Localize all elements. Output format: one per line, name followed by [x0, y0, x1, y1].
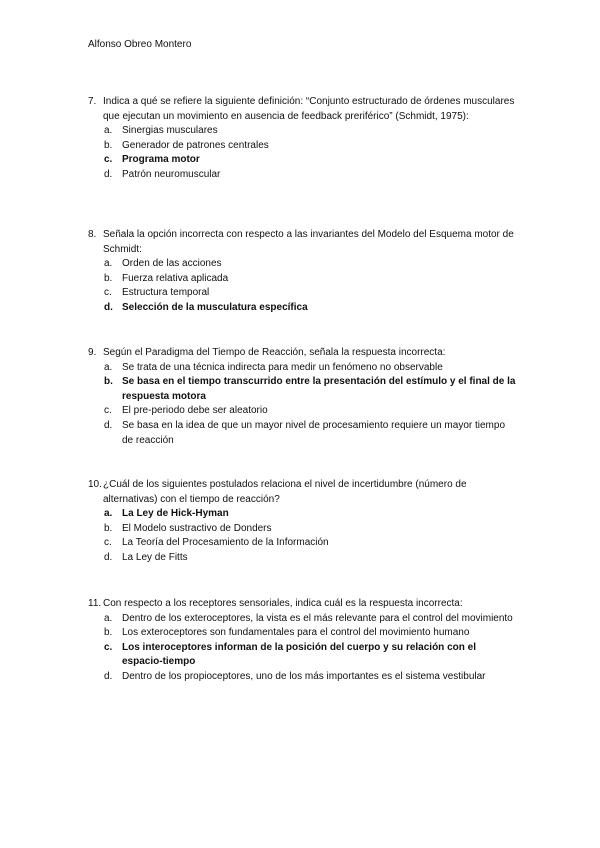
question-header	[88, 478, 518, 507]
option-c	[104, 404, 518, 419]
author-name: Alfonso Obreo Montero	[88, 39, 192, 50]
option-letter: c.	[104, 537, 112, 549]
option-list	[88, 257, 518, 315]
option-d	[104, 419, 518, 448]
option-text: Dentro de los propioceptores, uno de los más importantes es el sistema vestibular	[122, 670, 486, 682]
option-letter: a.	[104, 125, 113, 137]
question-8	[88, 228, 518, 316]
option-text: La Teoría del Procesamiento de la Información	[122, 537, 329, 549]
option-list	[88, 361, 518, 449]
option-text: Programa motor	[122, 154, 200, 166]
option-text: Sinergias musculares	[122, 125, 218, 137]
option-letter: d.	[104, 301, 113, 313]
option-letter: c.	[104, 405, 112, 417]
option-letter: a.	[104, 258, 113, 270]
option-letter: d.	[104, 419, 113, 431]
option-text: Se basa en la idea de que un mayor nivel de procesamiento requiere un mayor tiempo de reacción	[122, 419, 506, 446]
option-d-correct	[104, 301, 518, 316]
option-letter: b.	[104, 376, 113, 388]
option-letter: d.	[104, 670, 113, 682]
option-d	[104, 168, 518, 183]
option-text: Estructura temporal	[122, 287, 210, 299]
option-d	[104, 551, 518, 566]
option-c-correct	[104, 153, 518, 168]
question-9	[88, 346, 518, 448]
option-letter: b.	[104, 139, 113, 151]
option-letter: c.	[104, 287, 112, 299]
question-7	[88, 95, 518, 183]
option-a	[104, 124, 518, 139]
option-text: Se trata de una técnica indirecta para medir un fenómeno no observable	[122, 361, 443, 373]
question-text: Según el Paradigma del Tiempo de Reacción, señala la respuesta incorrecta:	[103, 347, 446, 358]
question-header	[88, 95, 518, 124]
option-a	[104, 257, 518, 272]
question-number: 10.	[88, 479, 102, 490]
option-text: Los interoceptores informan de la posición del cuerpo y su relación con el espacio-tiempo	[122, 641, 476, 668]
option-b-correct	[104, 375, 518, 404]
option-letter: c.	[104, 154, 113, 166]
option-a	[104, 612, 518, 627]
option-list	[88, 612, 518, 685]
question-number: 11.	[88, 598, 102, 609]
option-text: Se basa en el tiempo transcurrido entre la presentación del estímulo y el final de la respuesta motora	[122, 376, 516, 402]
option-letter: b.	[104, 272, 113, 284]
option-letter: d.	[104, 551, 113, 563]
question-header	[88, 597, 518, 612]
option-text: El pre-periodo debe ser aleatorio	[122, 405, 268, 417]
option-d	[104, 670, 518, 685]
question-number: 9.	[88, 347, 97, 358]
question-11	[88, 597, 518, 685]
question-text: Señala la opción incorrecta con respecto a las invariantes del Modelo del Esquema motor de Schmidt:	[103, 229, 514, 255]
option-letter: a.	[104, 508, 113, 520]
option-b	[104, 272, 518, 287]
question-number: 8.	[88, 229, 97, 240]
question-header	[88, 346, 518, 361]
option-text: Dentro de los exteroceptores, la vista es el más relevante para el control del movimiento	[122, 612, 513, 624]
question-text: ¿Cuál de los siguientes postulados relaciona el nivel de incertidumbre (número de alternativas) con el tiempo de reacción?	[103, 479, 467, 505]
option-c	[104, 286, 518, 301]
option-letter: a.	[104, 361, 113, 373]
question-header	[88, 228, 518, 257]
question-number: 7.	[88, 96, 97, 107]
option-a	[104, 361, 518, 376]
option-letter: b.	[104, 627, 113, 639]
option-text: Orden de las acciones	[122, 258, 222, 270]
option-text: Generador de patrones centrales	[122, 139, 269, 151]
option-list	[88, 507, 518, 565]
option-c-correct	[104, 641, 518, 670]
option-letter: a.	[104, 612, 113, 624]
option-text: La Ley de Fitts	[122, 551, 188, 563]
option-text: La Ley de Hick-Hyman	[122, 508, 229, 520]
option-text: Los exteroceptores son fundamentales para el control del movimiento humano	[122, 627, 470, 639]
option-a-correct	[104, 507, 518, 522]
option-b	[104, 139, 518, 154]
question-text: Con respecto a los receptores sensoriales, indica cuál es la respuesta incorrecta:	[103, 598, 463, 609]
option-b	[104, 626, 518, 641]
option-letter: c.	[104, 641, 113, 653]
option-text: Fuerza relativa aplicada	[122, 272, 229, 284]
option-text: Patrón neuromuscular	[122, 168, 221, 180]
option-letter: b.	[104, 522, 113, 534]
option-b	[104, 522, 518, 537]
question-text: Indica a qué se refiere la siguiente definición: “Conjunto estructurado de órdenes musculares que ejecutan un movimiento en ausencia de feedback preriférico” (Schmidt, 1975):	[103, 96, 515, 122]
option-text: El Modelo sustractivo de Donders	[122, 522, 272, 534]
option-list	[88, 124, 518, 182]
option-c	[104, 536, 518, 551]
option-letter: d.	[104, 168, 113, 180]
question-10	[88, 478, 518, 566]
option-text: Selección de la musculatura específica	[122, 301, 308, 313]
